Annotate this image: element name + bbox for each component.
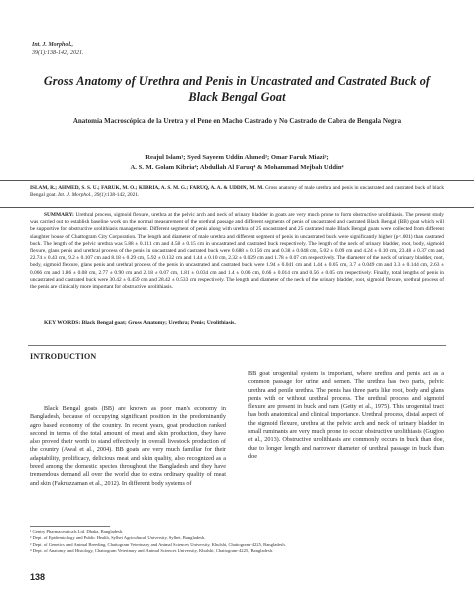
keywords (44, 320, 444, 328)
authors-line-2: A. S. M. Golam Kibria⁴; Abdullah Al Faruq⁴ & Mohammad Mejbah Uddin⁴ (130, 163, 344, 171)
citation-journal: Int. J. Morphol., 39(1) (56, 192, 106, 198)
intro-divider (28, 345, 446, 346)
footnote-2: ² Dept. of Epidemiology and Public Health, Sylhet Agricultural University, Sylhet, Bangladesh. (30, 535, 206, 541)
citation-pages: :138-142, 2021. (105, 192, 140, 198)
footnote-divider (30, 526, 110, 527)
footnote-3: ³ Dept. of Genetics and Animal Breeding, Chattogram Veterinary and Animal Sciences University, Khulshi, Chattogram-4225, Bangladesh. (30, 541, 286, 547)
footnote-4: ⁴ Dept. of Anatomy and Histology, Chattogram Veterinary and Animal Sciences University, Khulshi, Chattogram-4225, Bangladesh. (30, 548, 274, 554)
summary (30, 212, 444, 291)
keywords-label: KEY WORDS: (44, 320, 81, 326)
citation-authors: ISLAM, R.; AHMED, S. S. U.; FARUK, M. O.; KIBRIA, A. S. M. G.; FARUQ, A. A. & UDDIN, M. M. (30, 185, 264, 191)
summary-text: Urethral process, sigmoid flexure, urethra at the pelvic arch and neck of urinary bladder in goats are very much prone to form obstructive urolithiasis. The present study was carried out to establish baseline work on the normal measurement of the urethral passage and different segments of penis of uncastrated and castrated Black Bengal (BB) goat which will be supportive for obstructive urolithiasis management. Different segment of penis along with urethra of 25 uncastrated and 25 castrated male Black Bengal goats were collected from different slaughter house of Chattogram City Corporation. The length and diameter of male urethra and different segment of penis in uncastrated buck were significantly higher (p<.001) than castrated buck. The length of the pelvic urethra was 5.88 ± 0.111 cm and 4.58 ± 0.15 cm in uncastrated and castrated buck respectively. The length of the neck of urinary bladder, root, body, sigmoid flexure, glans penis and urethral process of the penis in uncastrated and castrated buck were 0.688 ± 0.156 cm and 0.38 ± 0.048 cm, 5.02 ± 0.09 cm and 4.24 ± 0.10 cm, 23.48 ± 0.37 cm and 22.74 ± 0.43 cm, 9.2 ± 0.107 cm and 8.18 ± 0.29 cm, 5.92 ± 0.132 cm and 1.44 ± 0.10 cm, 2.32 ± 0.029 cm and 1.78 ± 0.07 cm respectively. The diameter of the neck of urinary bladder, root, body, sigmoid flexure, glans penis and urethral process of the penis in uncastrated and castrated buck were 1.94 ± 0.041 cm and 1.44 ± 0.05 cm, 3.7 ± 0.049 cm and 3.3 ± 0.144 cm, 2.63 ± 0.066 cm and 1.86 ± 0.08 cm, 2.77 ± 0.90 cm and 2.18 ± 0.07 cm, 1.81 ± 0.034 cm and 1.4 ± 0.06 cm, 0.66 ± 0.014 cm and 0.56 ± 0.05 cm respectively. Finally, total lengths of penis in uncastrated and castrated buck were 30.42 ± 0.459 cm and 28.42 ± 0.533 cm respectively. The length and diameter of the neck of the urinary bladder, root, sigmoid flexure, urethral process of the penis are clinically more important for obstructive urolithiasis. (30, 212, 444, 291)
intro-right-column: BB goat urogenital system is important, where urethra and penis act as a common passage for urine and semen. The urethra has two parts, pelvic urethra and penile urethra. The penis has three parts like root, body and glans penis with or without urethral process. The urethral process and sigmoid flexure are present in buck and ram (Getty et al., 1975). This urogenital tract has both anatomical and clinical importance. Urethral process, distal aspect of the sigmoid flexure, urethra at the pelvic arch and neck of urinary bladder in small ruminants are very much prone to occur obstructive urolithiasis (Gugjoo et al., 2013). Obstructive urolithiasis are commonly occurs in buck than doe, due to longer length and narrower diameter of urethral passage in buck than doe (248, 370, 444, 460)
author-list (28, 153, 446, 172)
keywords-text: Black Bengal goat; Gross Anatomy; Urethra; Penis; Urolithiasis. (80, 320, 236, 326)
summary-label: SUMMARY: (44, 212, 74, 218)
authors-line-1: Reajul Islam¹; Syed Sayeem Uddin Ahmed²; Omar Faruk Miazi³; (145, 154, 329, 161)
introduction-heading: INTRODUCTION (30, 352, 97, 361)
page-number: 138 (30, 572, 46, 582)
spanish-title: Anatomía Macroscópica de la Uretra y el Pene en Macho Castrado y No Castrado de Cabra de Bengala Negra (72, 117, 402, 125)
citation (30, 185, 444, 199)
article-title: Gross Anatomy of Urethra and Penis in Uncastrated and Castrated Buck of Black Bengal Goat (43, 74, 431, 104)
footnote-1: ¹ Gentry Pharmaceuticals Ltd. Dhaka, Bangladesh. (30, 529, 124, 534)
footnotes (30, 529, 450, 555)
intro-left-column: Black Bengal goats (BB) are known as poor man's economy in Bangladesh, because of occupying significant position in the predominantly agro based economy of the country. In recent years, goat production ranked second in terms of the total amount of meat and skin production, they have also proved their worth to stand effectively in overall livestock production of the country (Awal et al., 2004). BB goats are very much familiar for their adaptability, prolificacy, delicious meat and skin quality, also recognized as a breed among the domestic species throughout the Bangladesh and they have tremendous demand all over the world due to extra ordinary quality of meat and skin (Fakruzzaman et al., 2012). In different body systems of (30, 405, 226, 487)
citation-divider (0, 207, 474, 208)
top-divider (0, 180, 474, 181)
journal-volume: 39(1):138-142, 2021. (32, 50, 84, 56)
citation-text: Gross anatomy of male urethra and penis in uncastrated and castrated buck of black Bengal goat. (30, 185, 444, 198)
journal-reference (32, 41, 84, 57)
journal-name: Int. J. Morphol., (32, 42, 74, 48)
